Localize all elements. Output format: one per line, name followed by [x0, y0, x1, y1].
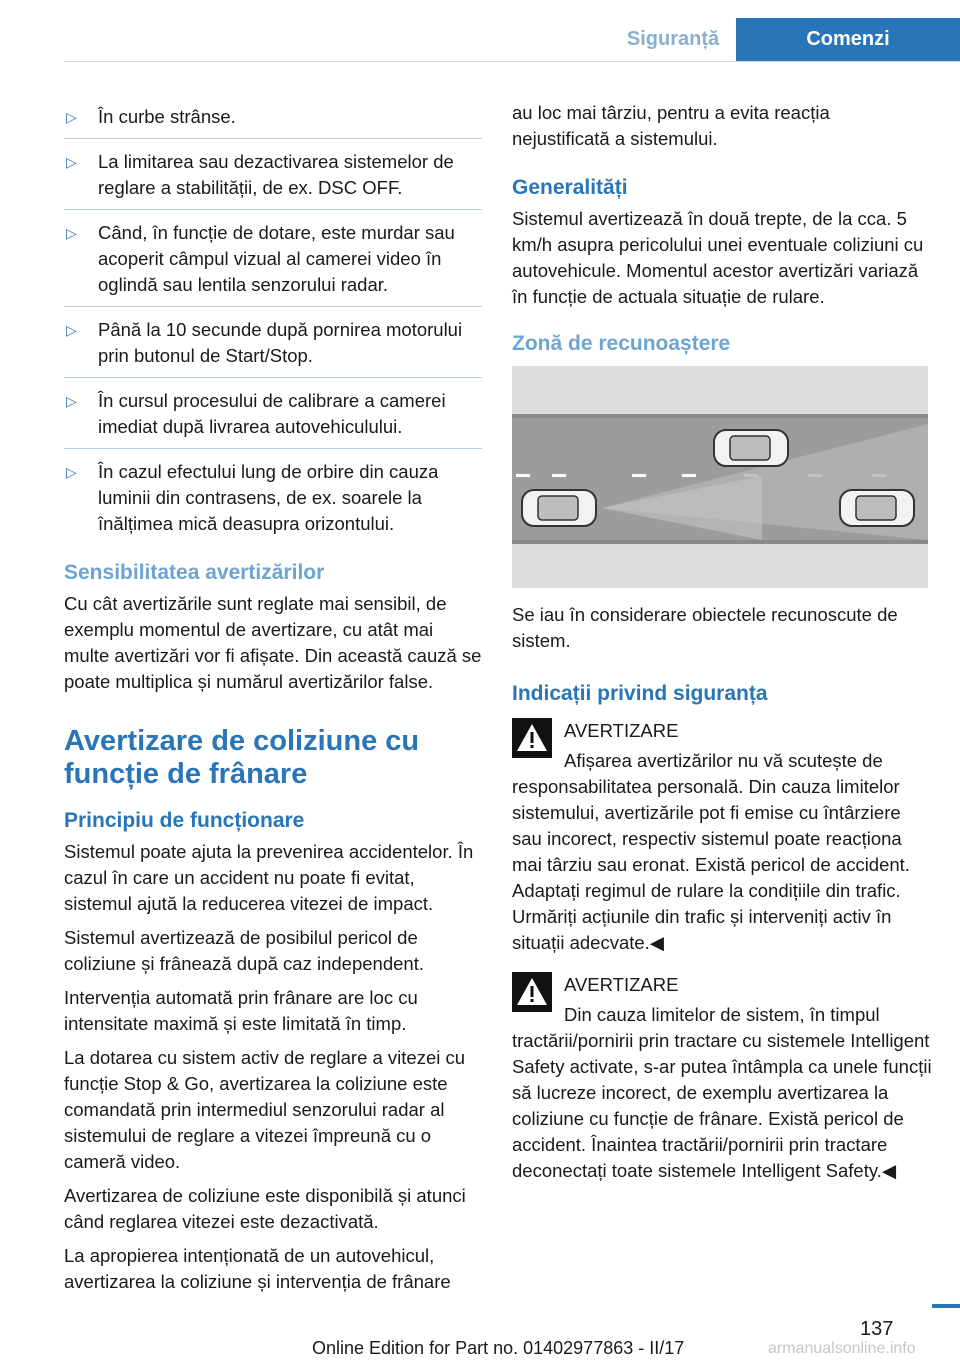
vehicle-ahead-icon [714, 430, 788, 466]
own-car-icon [522, 490, 596, 526]
paragraph: Avertizarea de coliziune este disponibilă și atunci când reglarea vitezei este dezactivată. [64, 1185, 466, 1232]
principle-heading: Principiu de funcționare [64, 809, 305, 832]
general-text: Sistemul avertizează în două trepte, de la cca. 5 km/h asupra pericolului unei eventuale coliziuni cu autovehicule. Momentul acestor avertizări variază în funcție de actuala situație de rulare. [512, 208, 924, 307]
left-column [64, 104, 482, 1303]
page-number: 137 [860, 1318, 894, 1340]
list-item: ▷ La limitarea sau dezactivarea sistemelor de reglare a stabilității, de ex. DSC OFF. [64, 149, 482, 210]
list-item: ▷ Când, în funcție de dotare, este murdar sau acoperit câmpul vizual al camerei video în oglindă sau lentila senzorului radar. [64, 220, 482, 307]
right-column [512, 100, 932, 1192]
section-title: Avertizare de coliziune cu funcție de frânare [64, 725, 420, 790]
warning-triangle-icon [512, 718, 552, 758]
detection-zone-figure [512, 366, 928, 588]
watermark: armanualsonline.info [768, 1340, 916, 1357]
zone-heading: Zonă de recunoaștere [512, 332, 731, 355]
footer-rule [932, 1304, 960, 1308]
warning-block [512, 972, 932, 1012]
triangle-bullet-icon: ▷ [66, 393, 77, 409]
warning-title: AVERTIZARE [564, 720, 679, 741]
paragraph: Sistemul avertizează de posibilul pericol de coliziune și frânează după caz independent. [64, 927, 424, 974]
safety-heading: Indicații privind siguranța [512, 682, 768, 705]
detection-zone-illustration [512, 366, 928, 588]
conditions-list [64, 104, 482, 545]
list-item: ▷ În cursul procesului de calibrare a camerei imediat după livrarea autovehiculului. [64, 388, 482, 449]
warning-triangle-icon [512, 972, 552, 1012]
warning-title: AVERTIZARE [564, 974, 679, 995]
paragraph: au loc mai târziu, pentru a evita reacția nejustificată a sistemului. [512, 102, 830, 149]
warning-text: Afișarea avertizărilor nu vă scutește de responsabilitatea personală. Din cauza limitelor sistemului, avertizările pot fi emise cu întârziere sau incorect, respectiv sistemul poate reacționa mai târziu sau eronat. Există pericol de accident. Adaptați regimul de rulare la condițiile din trafic. Urmăriți acțiunile din trafic și interveniți activ în situații adecvate.◀ [512, 750, 910, 953]
tab-siguranta[interactable]: Siguranță [626, 28, 720, 50]
warning-block [512, 718, 932, 758]
paragraph: Intervenția automată prin frânare are loc cu intensitate maximă și este limitată în timp. [64, 987, 418, 1034]
list-item: ▷ Până la 10 secunde după pornirea motorului prin butonul de Start/Stop. [64, 317, 482, 378]
list-item: ▷ În cazul efectului lung de orbire din cauza luminii din contrasens, de ex. soarele la înălțimea mică deasupra orizontului. [66, 461, 439, 534]
vehicle-ahead-icon [840, 490, 914, 526]
figure-caption: Se iau în considerare obiectele recunoscute de sistem. [512, 604, 898, 651]
general-heading: Generalități [512, 176, 628, 199]
tab-comenzi[interactable]: Comenzi [736, 18, 960, 61]
paragraph: La dotarea cu sistem activ de reglare a vitezei cu funcție Stop & Go, avertizarea la coliziune este comandată prin intermediul senzorului radar al sistemului de reglare a vitezei împreună cu o cameră video. [64, 1047, 466, 1172]
triangle-bullet-icon: ▷ [66, 154, 77, 170]
edition-note: Online Edition for Part no. 01402977863 - II/17 [312, 1338, 685, 1358]
triangle-bullet-icon: ▷ [66, 464, 77, 480]
list-item: ▷ În curbe strânse. [64, 104, 482, 139]
warning-text: Din cauza limitelor de sistem, în timpul tractării/pornirii prin tractare cu sistemele Intelligent Safety activate, s-ar putea întâmpla ca unele funcții să lucreze incorect, de exemplu avertizarea la coliziune cu funcție de frânare. Există pericol de accident. Înaintea tractării/pornirii prin tractare deconectați toate sistemele Intelligent Safety.◀ [512, 1004, 932, 1181]
triangle-bullet-icon: ▷ [66, 109, 77, 125]
triangle-bullet-icon: ▷ [66, 322, 77, 338]
triangle-bullet-icon: ▷ [66, 225, 77, 241]
sensitivity-text: Cu cât avertizările sunt reglate mai sensibil, de exemplu momentul de avertizare, cu atât mai multe avertizări vor fi afișate. Din această cauză se poate multiplica și numărul avertizărilor false. [64, 593, 482, 692]
paragraph: Sistemul poate ajuta la prevenirea accidentelor. În cazul în care un accident nu poate fi evitat, sistemul ajută la reducerea vitezei de impact. [64, 841, 474, 914]
header-rule [64, 61, 960, 62]
paragraph: La apropierea intenționată de un autovehicul, avertizarea la coliziune și intervenția de frânare [64, 1245, 451, 1292]
sensitivity-heading: Sensibilitatea avertizărilor [64, 561, 325, 584]
